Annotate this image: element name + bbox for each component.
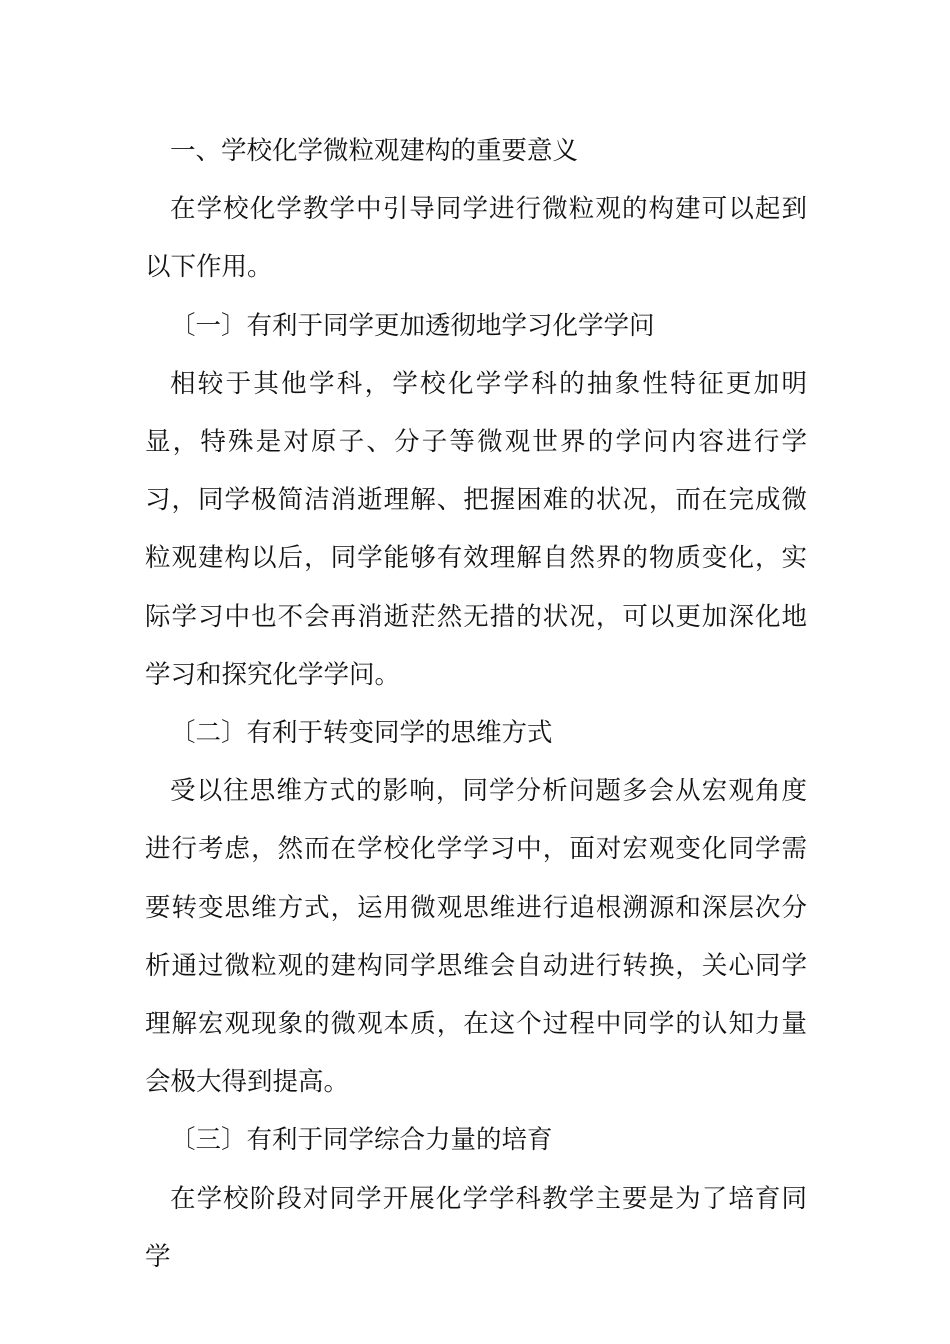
subheading-three: 〔三〕有利于同学综合力量的培育	[170, 1125, 553, 1156]
paragraph-three: 在学校阶段对同学开展化学学科教学主要是为了培育同学	[145, 1183, 807, 1272]
section-heading-main: 一、学校化学微粒观建构的重要意义	[170, 136, 579, 166]
subheading-two: 〔二〕有利于转变同学的思维方式	[170, 718, 553, 749]
document-body	[145, 122, 807, 1286]
paragraph-one: 相较于其他学科，学校化学学科的抽象性特征更加明显，特殊是对原子、分子等微观世界的学问内容进行学习，同学极简洁消逝理解、把握困难的状况，而在完成微粒观建构以后，同学能够有效理解自然界的物质变化，实际学习中也不会再消逝茫然无措的状况，可以更加深化地学习和探究化学学问。	[145, 368, 807, 690]
paragraph-two: 受以往思维方式的影响，同学分析问题多会从宏观角度进行考虑，然而在学校化学学习中，面对宏观变化同学需要转变思维方式，运用微观思维进行追根溯源和深层次分析通过微粒观的建构同学思维会自动进行转换，关心同学理解宏观现象的微观本质，在这个过程中同学的认知力量会极大得到提高。	[145, 776, 807, 1098]
subheading-one: 〔一〕有利于同学更加透彻地学习化学学问	[170, 310, 655, 341]
paragraph-intro: 在学校化学教学中引导同学进行微粒观的构建可以起到以下作用。	[145, 194, 807, 283]
